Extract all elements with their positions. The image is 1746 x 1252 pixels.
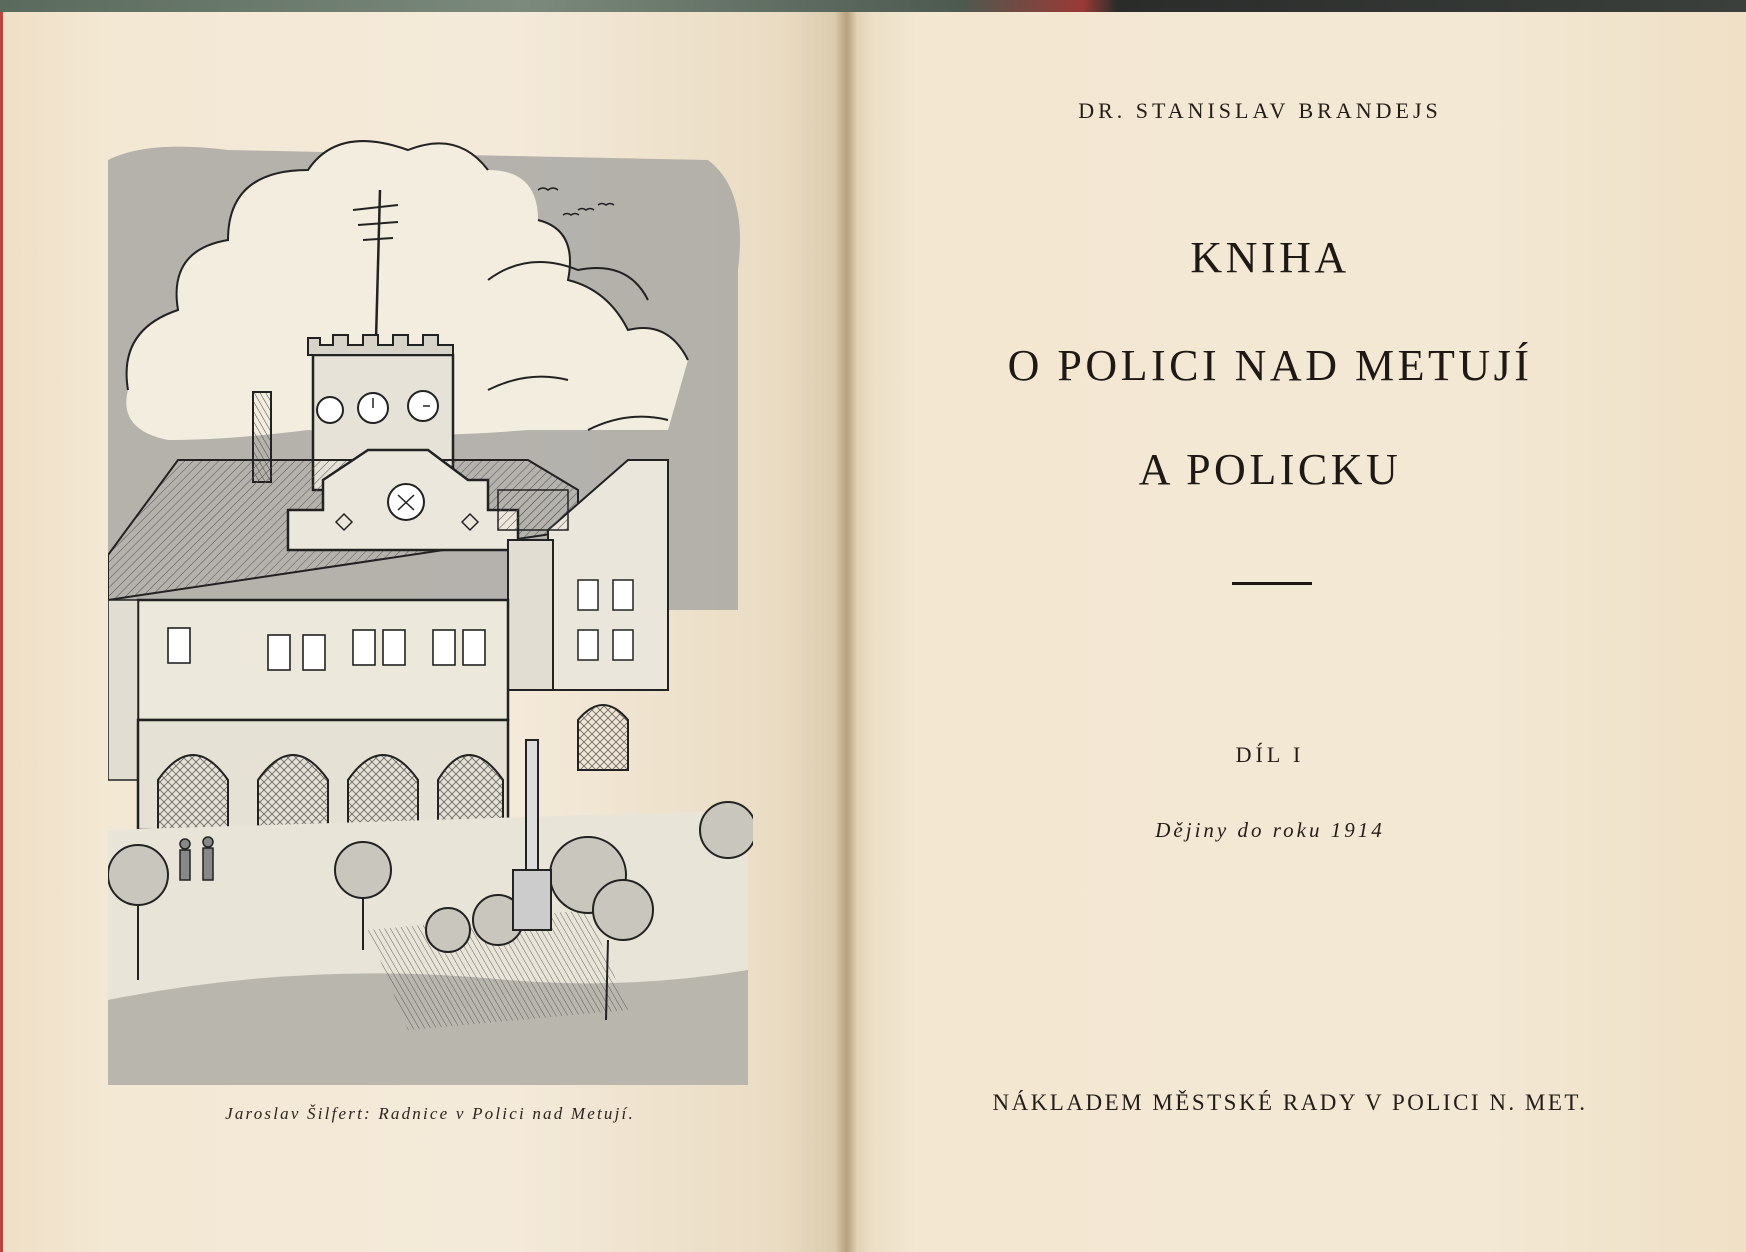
volume-subtitle: Dějiny do roku 1914 [1155,818,1385,842]
volume-label: DÍL I [1235,742,1305,767]
illustration-caption: Jaroslav Šilfert: Radnice v Polici nad Metují. [225,1104,635,1123]
title-divider [1232,582,1312,585]
book-title-line-3: A POLICKU [1138,445,1402,494]
book-title-line-2: O POLICI NAD METUJÍ [1007,341,1533,390]
book-gutter [835,12,857,1252]
town-hall-illustration [108,130,753,1085]
book-title-line-1: KNIHA [1190,233,1350,282]
author-name: DR. STANISLAV BRANDEJS [1078,98,1442,123]
right-page [845,12,1746,1252]
publisher-line: NÁKLADEM MĚSTSKÉ RADY V POLICI N. MET. [992,1090,1588,1115]
